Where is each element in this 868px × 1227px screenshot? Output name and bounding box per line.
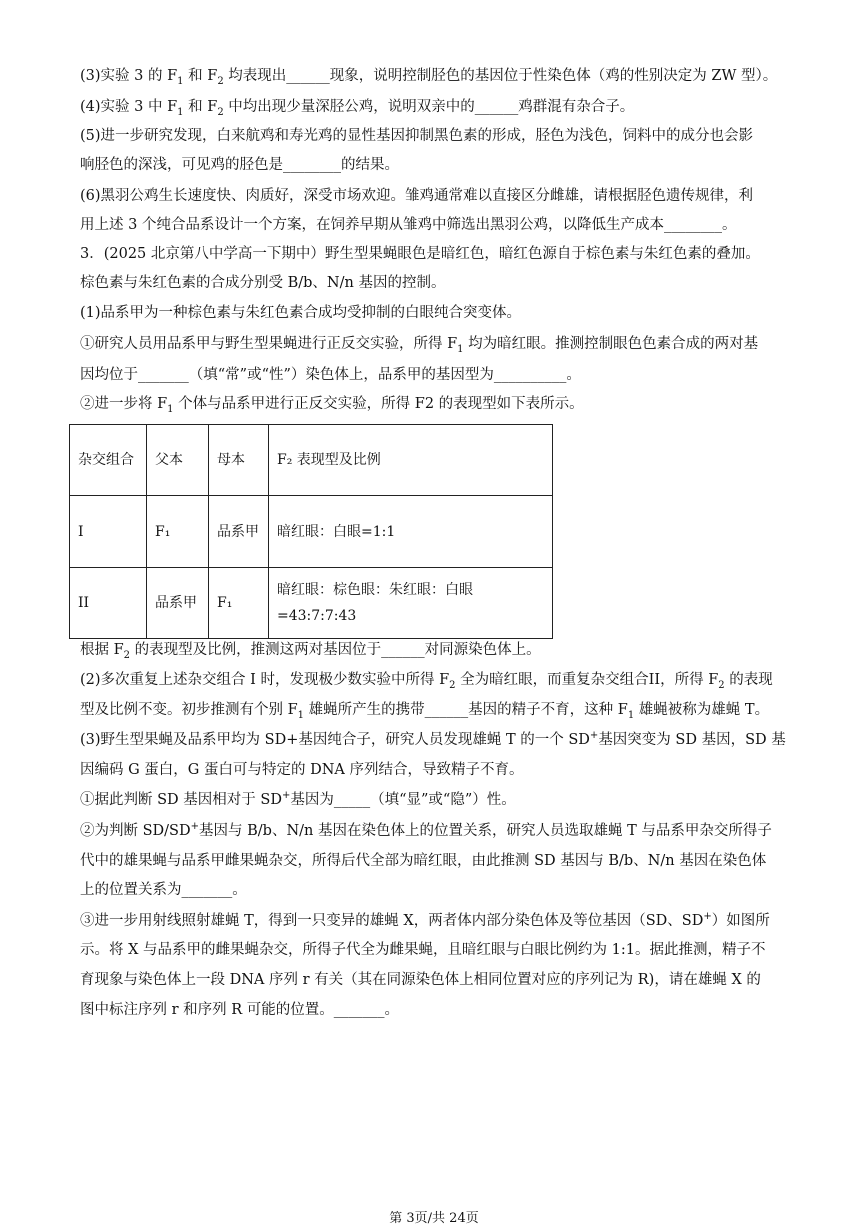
table-row bbox=[70, 496, 553, 568]
header-f2-phenotype: F₂ 表现型及比例 bbox=[269, 425, 553, 496]
cross-table bbox=[69, 424, 553, 639]
text-line: ②进一步将 $F_1$ 个体与品系甲进行正反交实验，所得 F2 的表现型如下表所示。 bbox=[80, 396, 584, 414]
text-line: ①研究人员用品系甲与野生型果蝇进行正反交实验，所得 $F_1$ 均为暗红眼。推测控制眼色色素合成的两对基 bbox=[80, 336, 759, 354]
text-line: ②为判断 SD/SD+基因与 B/b、N/n 基因在染色体上的位置关系，研究人员选取雄蝇 T 与品系甲杂交所得子 bbox=[80, 821, 772, 839]
text-line: 因编码 G 蛋白，G 蛋白可与特定的 DNA 序列结合，导致精子不育。 bbox=[80, 762, 524, 778]
text-line: 示。将 X 与品系甲的雌果蝇杂交，所得子代全为雌果蝇，且暗红眼与白眼比例约为 1:1。据此推测，精子不 bbox=[80, 942, 766, 958]
cell-phenotype: 暗红眼：棕色眼：朱红眼：白眼=43:7:7:43 bbox=[269, 568, 553, 639]
text-line: ③进一步用射线照射雄蝇 T，得到一只变异的雄蝇 X，两者体内部分染色体及等位基因（SD、SD+）如图所 bbox=[80, 911, 770, 929]
text-line: ①据此判断 SD 基因相对于 SD+基因为_____（填“显”或“隐”）性。 bbox=[80, 790, 516, 808]
text-line: (3)野生型果蝇及品系甲均为 SD+基因纯合子，研究人员发现雄蝇 T 的一个 SD+基因突变为 SD 基因，SD 基 bbox=[80, 730, 786, 748]
text-line: (1)品系甲为一种棕色素与朱红色素合成均受抑制的白眼纯合突变体。 bbox=[80, 305, 522, 321]
cell-mother: 品系甲 bbox=[209, 496, 269, 568]
table-header-row bbox=[70, 425, 553, 496]
text-line: 因均位于_______（填“常”或“性”）染色体上，品系甲的基因型为__________。 bbox=[80, 367, 581, 383]
cell-father: 品系甲 bbox=[147, 568, 209, 639]
text-line: 用上述 3 个纯合品系设计一个方案，在饲养早期从雏鸡中筛选出黑羽公鸡，以降低生产成本________。 bbox=[80, 217, 737, 233]
text-line: (5)进一步研究发现，白来航鸡和寿光鸡的显性基因抑制黑色素的形成，胫色为浅色，饲料中的成分也会影 bbox=[80, 128, 754, 144]
cell-phenotype: 暗红眼：白眼=1:1 bbox=[269, 496, 553, 568]
cell-father: F₁ bbox=[147, 496, 209, 568]
text-line: 型及比例不变。初步推测有个别 $F_1$ 雄蝇所产生的携带______基因的精子不育，这种 $F_1$ 雄蝇被称为雄蝇 T。 bbox=[80, 702, 770, 720]
header-mother: 母本 bbox=[209, 425, 269, 496]
header-cross-group: 杂交组合 bbox=[70, 425, 147, 496]
text-line: 图中标注序列 r 和序列 R 可能的位置。_______。 bbox=[80, 1002, 400, 1018]
text-line: (6)黑羽公鸡生长速度快、肉质好，深受市场欢迎。雏鸡通常难以直接区分雌雄，请根据胫色遗传规律，利 bbox=[80, 188, 754, 204]
text-line: 3．(2025 北京第八中学高一下期中）野生型果蝇眼色是暗红色，暗红色源自于棕色素与朱红色素的叠加。 bbox=[80, 246, 760, 262]
text-line: 棕色素与朱红色素的合成分别受 B/b、N/n 基因的控制。 bbox=[80, 275, 446, 291]
cell-cross-group: I bbox=[70, 496, 147, 568]
header-father: 父本 bbox=[147, 425, 209, 496]
text-line: 代中的雄果蝇与品系甲雌果蝇杂交，所得后代全部为暗红眼，由此推测 SD 基因与 B/b、N/n 基因在染色体 bbox=[80, 853, 767, 869]
text-line: (2)多次重复上述杂交组合 I 时，发现极少数实验中所得 $F_2$ 全为暗红眼，而重复杂交组合II，所得 $F_2$ 的表现 bbox=[80, 672, 773, 690]
text-line: 响胫色的深浅，可见鸡的胫色是________的结果。 bbox=[80, 157, 399, 173]
table-row bbox=[70, 568, 553, 639]
cell-cross-group: II bbox=[70, 568, 147, 639]
text-line: (4)实验 3 中 $F_1$ 和 $F_2$ 中均出现少量深胫公鸡，说明双亲中的______鸡群混有杂合子。 bbox=[80, 99, 635, 117]
text-line: 上的位置关系为_______。 bbox=[80, 882, 247, 898]
text-line: 育现象与染色体上一段 DNA 序列 r 有关（其在同源染色体上相同位置对应的序列记为 R)，请在雄蝇 X 的 bbox=[80, 972, 761, 988]
page-footer: 第 3页/共 24页 bbox=[389, 1211, 479, 1226]
cell-mother: F₁ bbox=[209, 568, 269, 639]
text-line: (3)实验 3 的 $F_1$ 和 $F_2$ 均表现出______现象，说明控制胫色的基因位于性染色体（鸡的性别决定为 ZW 型）。 bbox=[80, 68, 778, 86]
text-line: 根据 $F_2$ 的表现型及比例，推测这两对基因位于______对同源染色体上。 bbox=[80, 642, 541, 660]
